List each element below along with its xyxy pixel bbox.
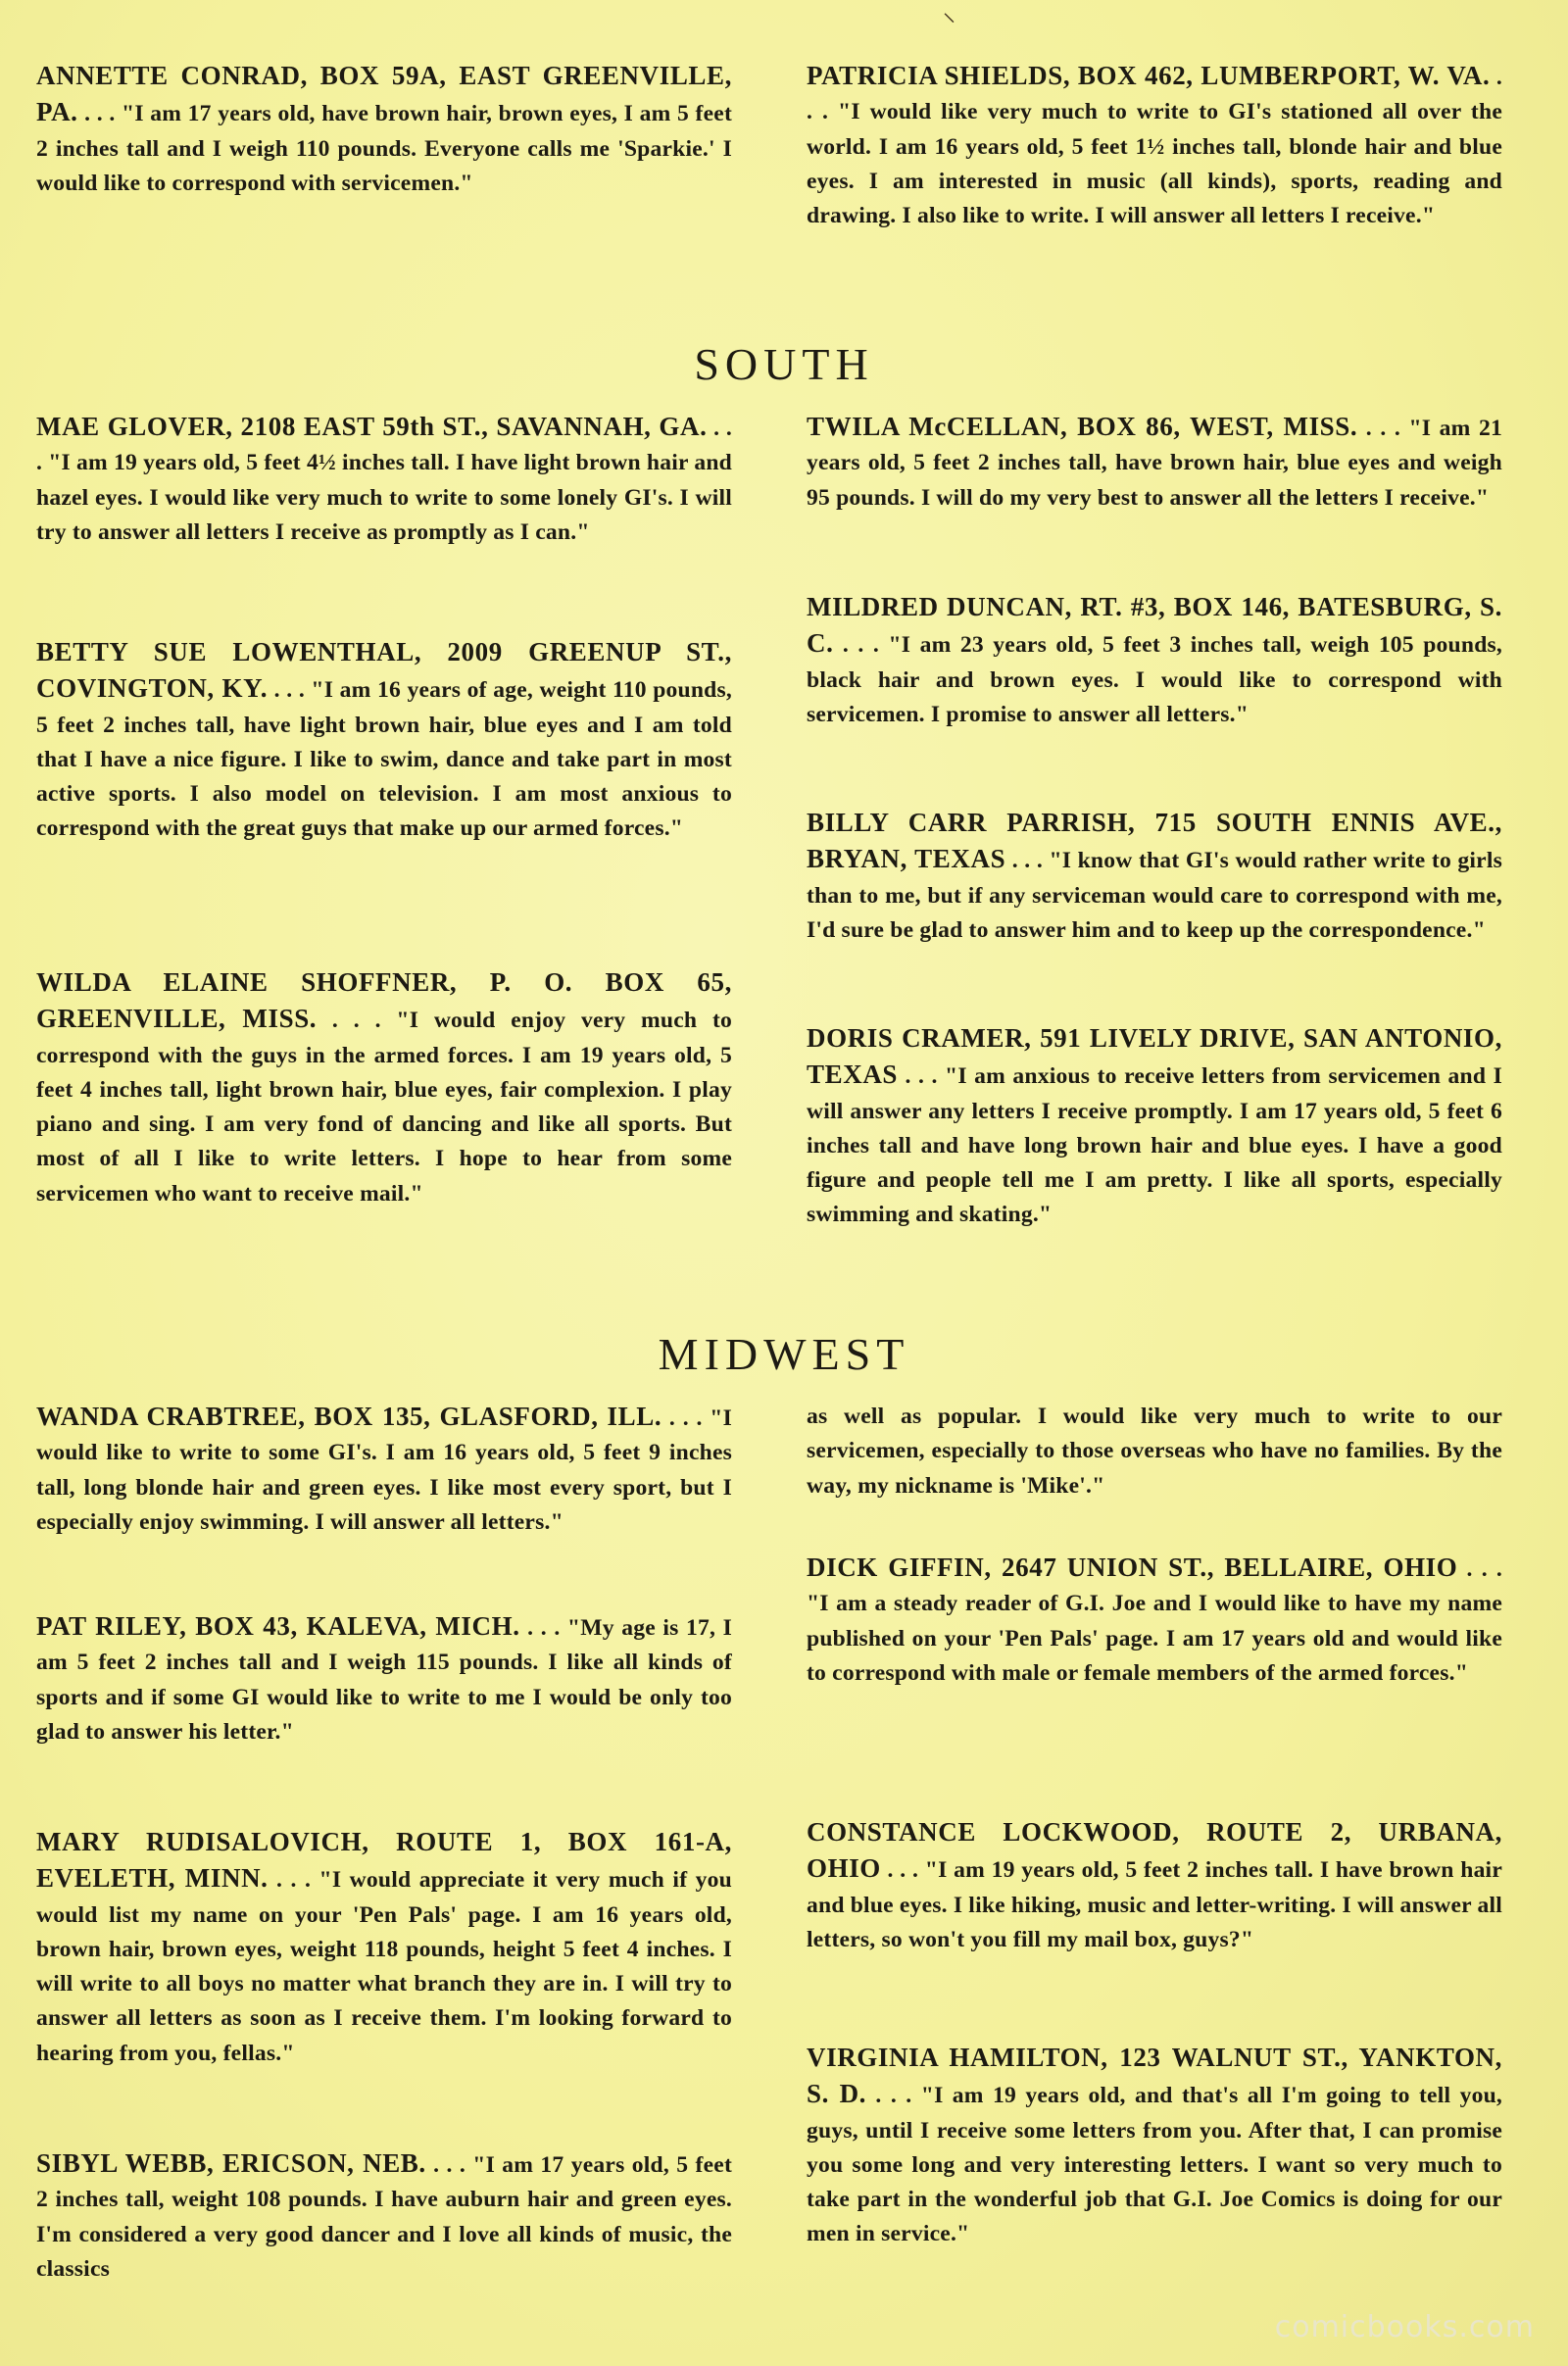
entry-heading: MAE GLOVER, 2108 EAST 59th ST., SAVANNAH, GA. — [36, 412, 708, 441]
pen-pal-entry — [807, 2041, 1502, 2252]
entry-heading: CONSTANCE LOCKWOOD, ROUTE 2, URBANA, OHIO — [807, 1817, 1502, 1884]
pen-pal-entry — [807, 1021, 1502, 1233]
entry-text: . . . "I am 17 years old, have brown hair, brown eyes, I am 5 feet 2 inches tall and I weigh 110 pounds. Everyone calls me 'Sparkie.' I would like to correspond with servicemen." — [36, 101, 732, 196]
pen-pal-entry — [36, 410, 732, 550]
pen-pal-entry — [36, 1825, 732, 2071]
pen-pal-entry — [807, 1551, 1502, 1691]
pen-pal-entry — [807, 806, 1502, 948]
entry-text: . . . "My age is 17, I am 5 feet 2 inches tall and I weigh 115 pounds. I like all kinds of sports and if some GI would like to write to me I would be only too glad to answer his letter." — [36, 1615, 732, 1745]
pen-pal-entry — [807, 1815, 1502, 1957]
entry-heading: DORIS CRAMER, 591 LIVELY DRIVE, SAN ANTONIO, TEXAS — [807, 1023, 1502, 1090]
entry-text: . . . "I am 16 years of age, weight 110 pounds, 5 feet 2 inches tall, have light brown hair, blue eyes and I am told that I have a nice figure. I like to swim, dance and take part in most active sports. I also model on television. I am most anxious to correspond with the great guys that make up our armed forces." — [36, 677, 732, 842]
section-heading-midwest: MIDWEST — [658, 1329, 910, 1379]
entry-heading: WILDA ELAINE SHOFFNER, P. O. BOX 65, GREENVILLE, MISS. — [36, 967, 732, 1034]
entry-text: . . . "I know that GI's would rather write to girls than to me, but if any serviceman would care to correspond with me, I'd sure be glad to answer him and to keep up the correspondence." — [807, 848, 1502, 943]
entry-text: . . . "I would appreciate it very much if you would list my name on your 'Pen Pals' page. I am 16 years old, brown hair, brown eyes, weight 118 pounds, height 5 feet 4 inches. I will write to all boys no matter what branch they are in. I will try to answer all letters as soon as I receive them. I'm looking forward to hearing from you, fellas." — [36, 1867, 732, 2066]
pen-pal-entry — [807, 410, 1502, 516]
entry-text: . . . "I am 21 years old, 5 feet 2 inches tall, have brown hair, blue eyes and weigh 95 pounds. I will do my very best to answer all the letters I receive." — [807, 416, 1502, 511]
entry-heading: MILDRED DUNCAN, RT. #3, BOX 146, BATESBURG, S. C. — [807, 592, 1502, 659]
entry-heading: PATRICIA SHIELDS, BOX 462, LUMBERPORT, W. VA. — [807, 61, 1491, 90]
entry-heading: MARY RUDISALOVICH, ROUTE 1, BOX 161-A, EVELETH, MINN. — [36, 1827, 732, 1894]
entry-text: . . . "I am 19 years old, 5 feet 4½ inches tall. I have light brown hair and hazel eyes. I would like very much to write to some lonely GI's. I will try to answer all letters I receive as promptly as I can." — [36, 416, 732, 545]
pen-pal-entry — [36, 965, 732, 1211]
corner-ink-mark: ⸜ — [943, 0, 956, 26]
entry-heading: TWILA McCELLAN, BOX 86, WEST, MISS. — [807, 412, 1358, 441]
entry-heading: BETTY SUE LOWENTHAL, 2009 GREENUP ST., COVINGTON, KY. — [36, 637, 732, 704]
entry-text: . . . "I would like very much to write to GI's stationed all over the world. I am 16 years old, 5 feet 1½ inches tall, blonde hair and blue eyes. I am interested in music (all kinds), sports, reading and drawing. I also like to write. I will answer all letters I receive." — [807, 65, 1502, 229]
entry-text: . . . "I am 23 years old, 5 feet 3 inches tall, weigh 105 pounds, black hair and brown eyes. I would like to correspond with servicemen. I promise to answer all letters." — [807, 632, 1502, 727]
entry-heading: VIRGINIA HAMILTON, 123 WALNUT ST., YANKTON, S. D. — [807, 2043, 1502, 2109]
pen-pal-entry — [36, 1609, 732, 1750]
entry-heading: SIBYL WEBB, ERICSON, NEB. — [36, 2148, 426, 2178]
entry-text: . . . "I am 19 years old, 5 feet 2 inches tall. I have brown hair and blue eyes. I like hiking, music and letter-writing. I will answer all letters, so won't you fill my mail box, guys?" — [807, 1857, 1503, 1952]
entry-heading: DICK GIFFIN, 2647 UNION ST., BELLAIRE, OHIO — [807, 1553, 1458, 1582]
entry-text: . . . "I am anxious to receive letters from servicemen and I will answer any letters I receive promptly. I am 17 years old, 5 feet 6 inches tall and have long brown hair and blue eyes. I have a good figure and people tell me I am pretty. I like all sports, especially swimming and skating." — [807, 1063, 1502, 1228]
watermark: comicbooks.com — [1274, 2310, 1535, 2344]
pen-pal-entry — [807, 59, 1502, 233]
entry-text: . . . "I would enjoy very much to correspond with the guys in the armed forces. I am 19 years old, 5 feet 4 inches tall, light brown hair, blue eyes, fair complexion. I play piano and sing. I am very fond of dancing and like all sports. But most of all I like to write letters. I hope to hear from some servicemen who want to receive mail." — [36, 1008, 732, 1207]
entry-text: . . . "I would like to write to some GI's. I am 16 years old, 5 feet 9 inches tall, long blonde hair and green eyes. I like most every sport, but I especially enjoy swimming. I will answer all letters." — [36, 1405, 732, 1535]
entry-heading: ANNETTE CONRAD, BOX 59A, EAST GREENVILLE, PA. — [36, 61, 732, 127]
entry-text: . . . "I am 17 years old, 5 feet 2 inches tall, weight 108 pounds. I have auburn hair and green eyes. I'm considered a very good dancer and I love all kinds of music, the classics — [36, 2152, 732, 2282]
entry-heading: BILLY CARR PARRISH, 715 SOUTH ENNIS AVE., BRYAN, TEXAS — [807, 808, 1502, 874]
pen-pal-entry — [36, 59, 732, 201]
entry-text: . . . "I am 19 years old, and that's all I'm going to tell you, guys, until I receive some letters from you. After that, I can promise you some long and very interesting letters. I want so very much to take part in the wonderful job that G.I. Joe Comics is doing for our men in service." — [807, 2083, 1502, 2247]
entry-text: as well as popular. I would like very much to write to our servicemen, especially to those overseas who have no families. By the way, my nickname is 'Mike'." — [807, 1404, 1502, 1499]
pen-pal-entry — [807, 590, 1502, 732]
section-heading-south: SOUTH — [694, 339, 874, 389]
pen-pal-entry — [36, 1400, 732, 1540]
entry-text: . . . "I am a steady reader of G.I. Joe and I would like to have my name published on your 'Pen Pals' page. I am 17 years old and would like to correspond with male or female members of the armed forces." — [807, 1556, 1502, 1686]
entry-heading: PAT RILEY, BOX 43, KALEVA, MICH. — [36, 1611, 520, 1641]
pen-pal-entry — [36, 2146, 732, 2287]
pen-pal-entry — [36, 635, 732, 847]
pen-pal-entry-continued — [807, 1400, 1502, 1503]
entry-heading: WANDA CRABTREE, BOX 135, GLASFORD, ILL. — [36, 1402, 662, 1431]
